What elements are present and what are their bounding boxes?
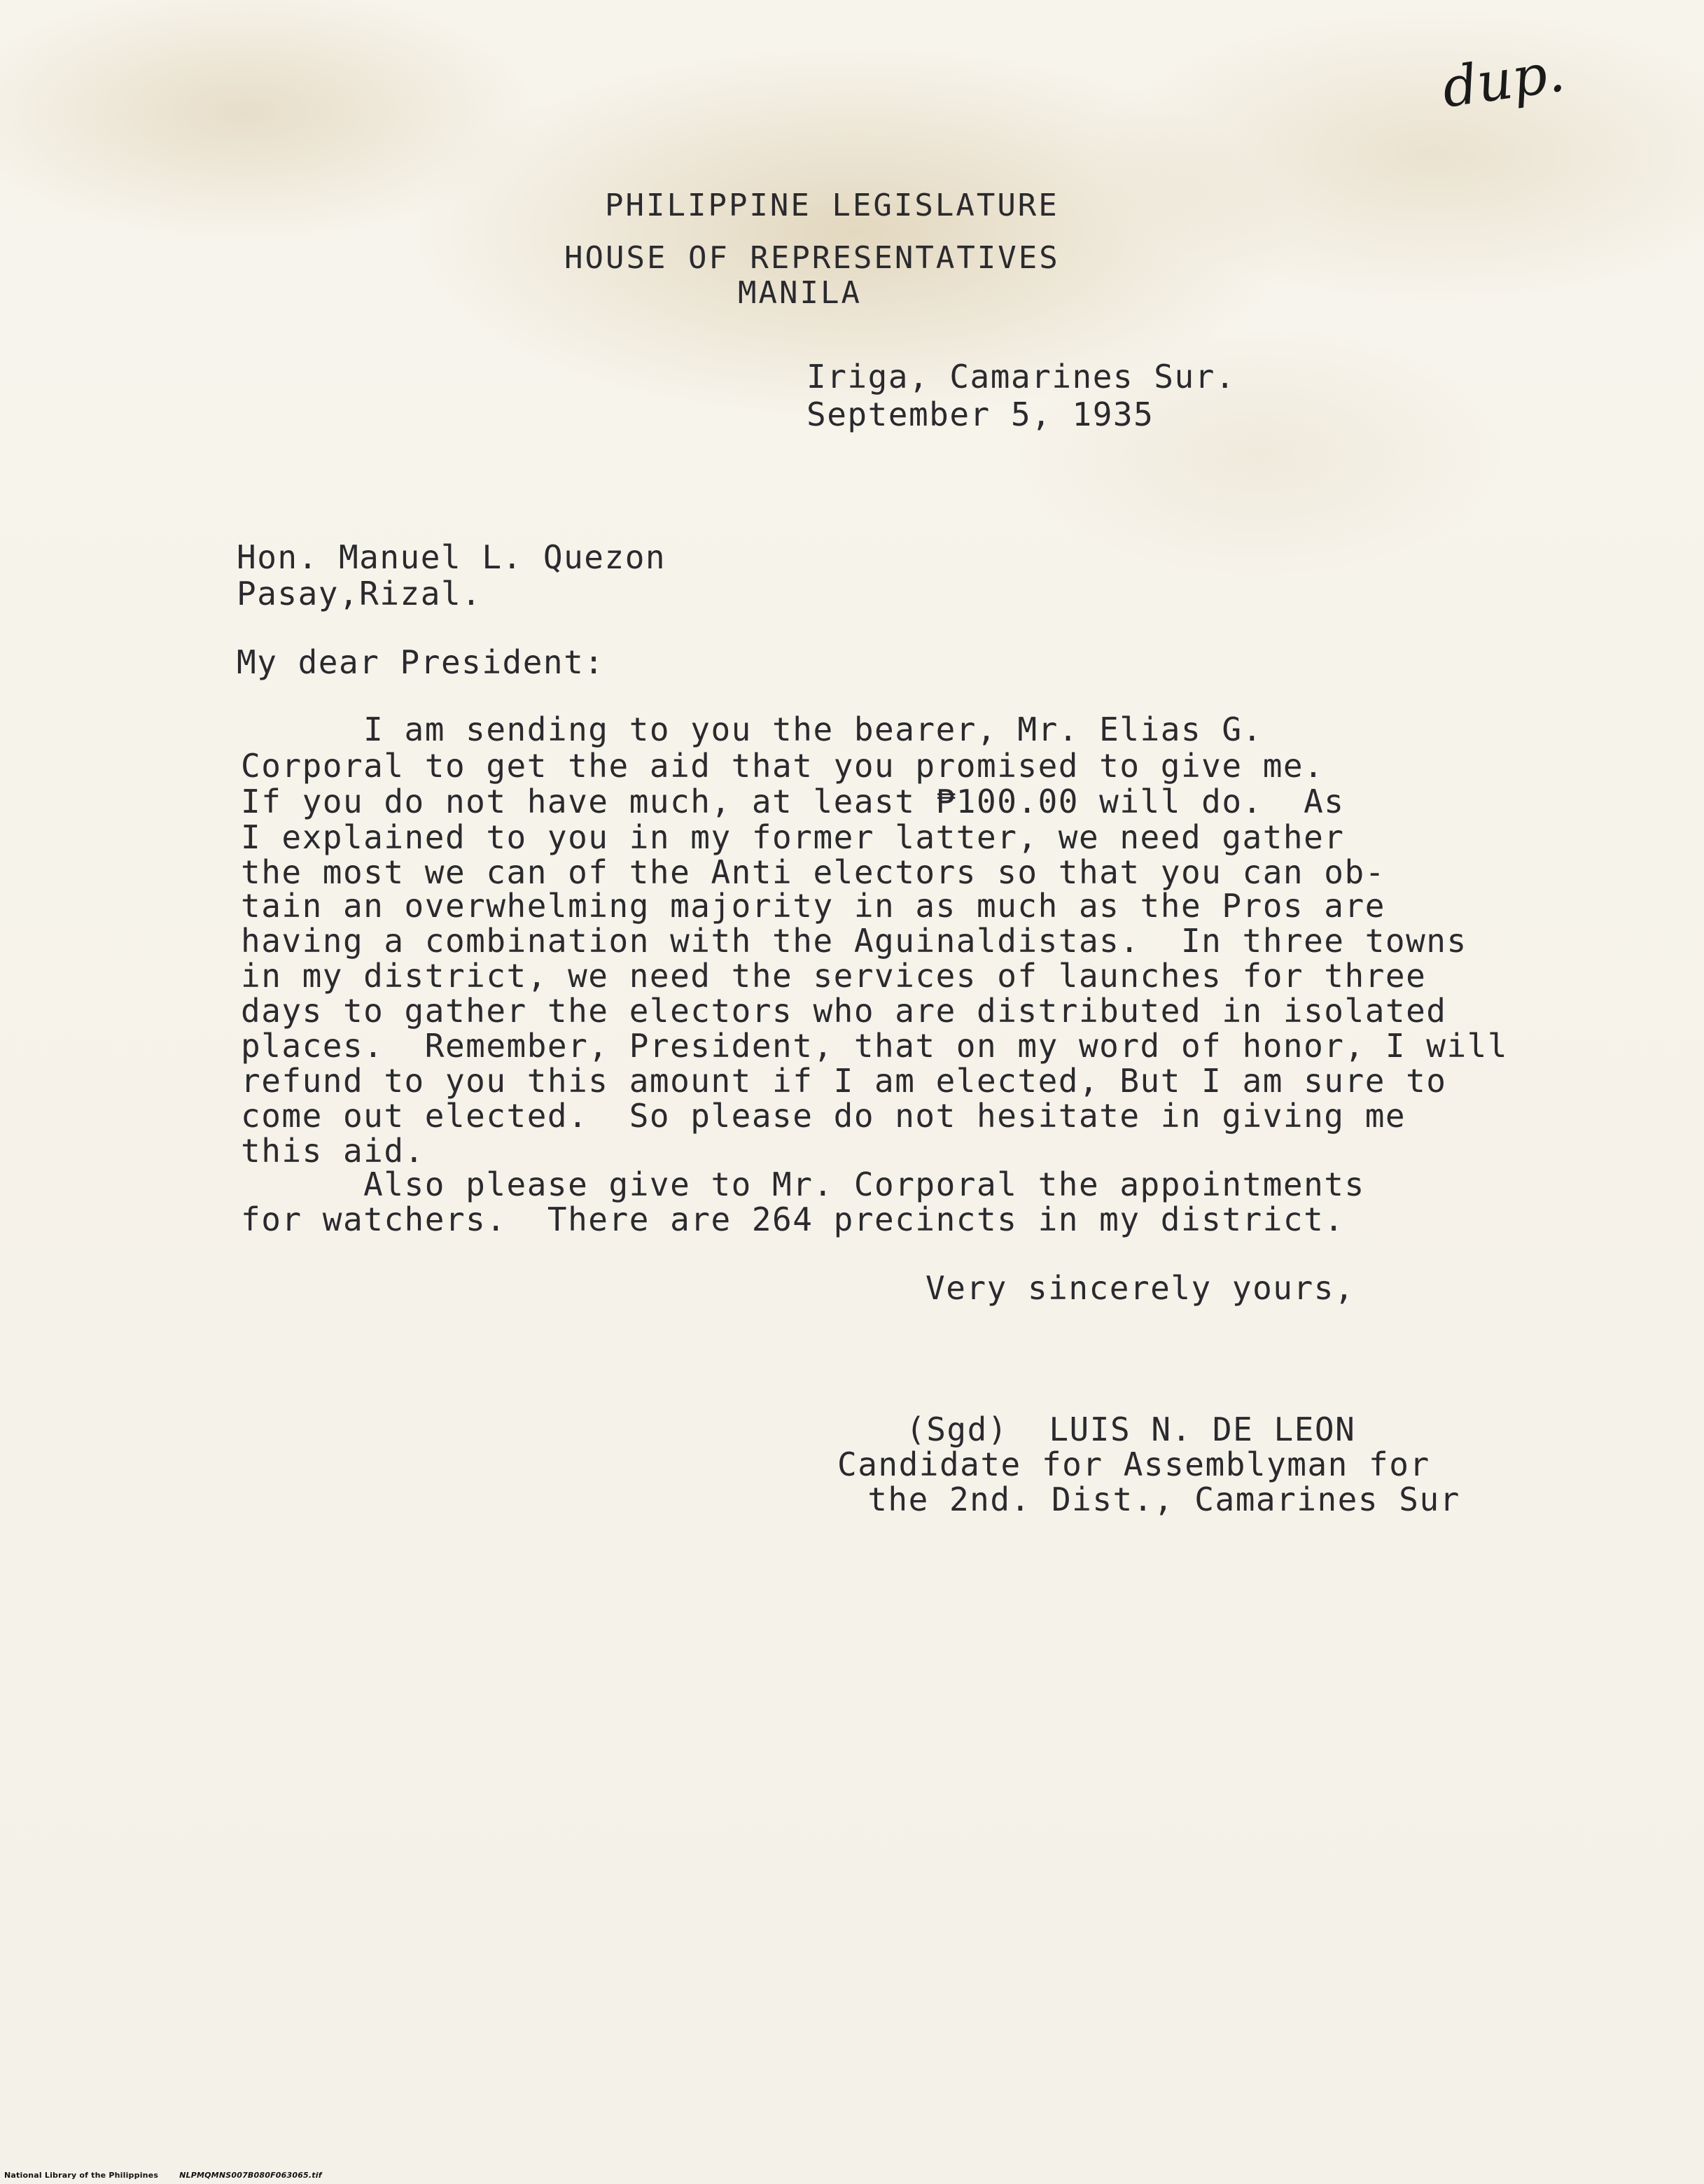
place-line: Iriga, Camarines Sur. <box>806 358 1236 396</box>
recipient-name: Hon. Manuel L. Quezon <box>237 538 666 576</box>
body-line: days to gather the electors who are distributed in isolated <box>241 992 1447 1030</box>
signature-district: the 2nd. Dist., Camarines Sur <box>847 1480 1460 1518</box>
body-line: places. Remember, President, that on my word of honor, I will <box>241 1027 1509 1065</box>
handwritten-note: dup. <box>1438 41 1569 120</box>
body-line: If you do not have much, at least ₱100.00 will do. As <box>241 783 1345 820</box>
footer-library: National Library of the Philippines <box>4 2171 159 2180</box>
salutation: My dear President: <box>237 643 605 681</box>
archive-footer <box>4 2171 322 2180</box>
recipient-address: Pasay,Rizal. <box>237 575 482 612</box>
body-line: refund to you this amount if I am elected, But I am sure to <box>241 1062 1447 1100</box>
footer-file-code: NLPMQMNS007B080F063065.tif <box>179 2171 322 2180</box>
body-line: I am sending to you the bearer, Mr. Elias G. <box>241 710 1263 748</box>
body-line: for watchers. There are 264 precincts in my district. <box>241 1200 1345 1238</box>
body-line: Also please give to Mr. Corporal the appointments <box>241 1166 1365 1203</box>
letterhead-line1: PHILIPPINE LEGISLATURE <box>605 188 1059 223</box>
body-line: having a combination with the Aguinaldistas. In three towns <box>241 922 1467 960</box>
signature-title: Candidate for Assemblyman for <box>837 1446 1430 1483</box>
letterhead-line3: MANILA <box>738 275 862 311</box>
body-line: tain an overwhelming majority in as much as the Pros are <box>241 887 1385 925</box>
letterhead-line2: HOUSE OF REPRESENTATIVES <box>564 240 1060 276</box>
body-line: the most we can of the Anti electors so that you can ob- <box>241 853 1385 891</box>
body-line: in my district, we need the services of launches for three <box>241 957 1427 995</box>
date-line: September 5, 1935 <box>806 396 1154 433</box>
body-line: this aid. <box>241 1132 425 1170</box>
body-line: I explained to you in my former latter, we need gather <box>241 818 1345 856</box>
body-line: Corporal to get the aid that you promised to give me. <box>241 747 1325 785</box>
closing: Very sincerely yours, <box>926 1269 1355 1307</box>
body-line: come out elected. So please do not hesitate in giving me <box>241 1097 1406 1135</box>
signature-name: (Sgd) LUIS N. DE LEON <box>906 1410 1356 1448</box>
